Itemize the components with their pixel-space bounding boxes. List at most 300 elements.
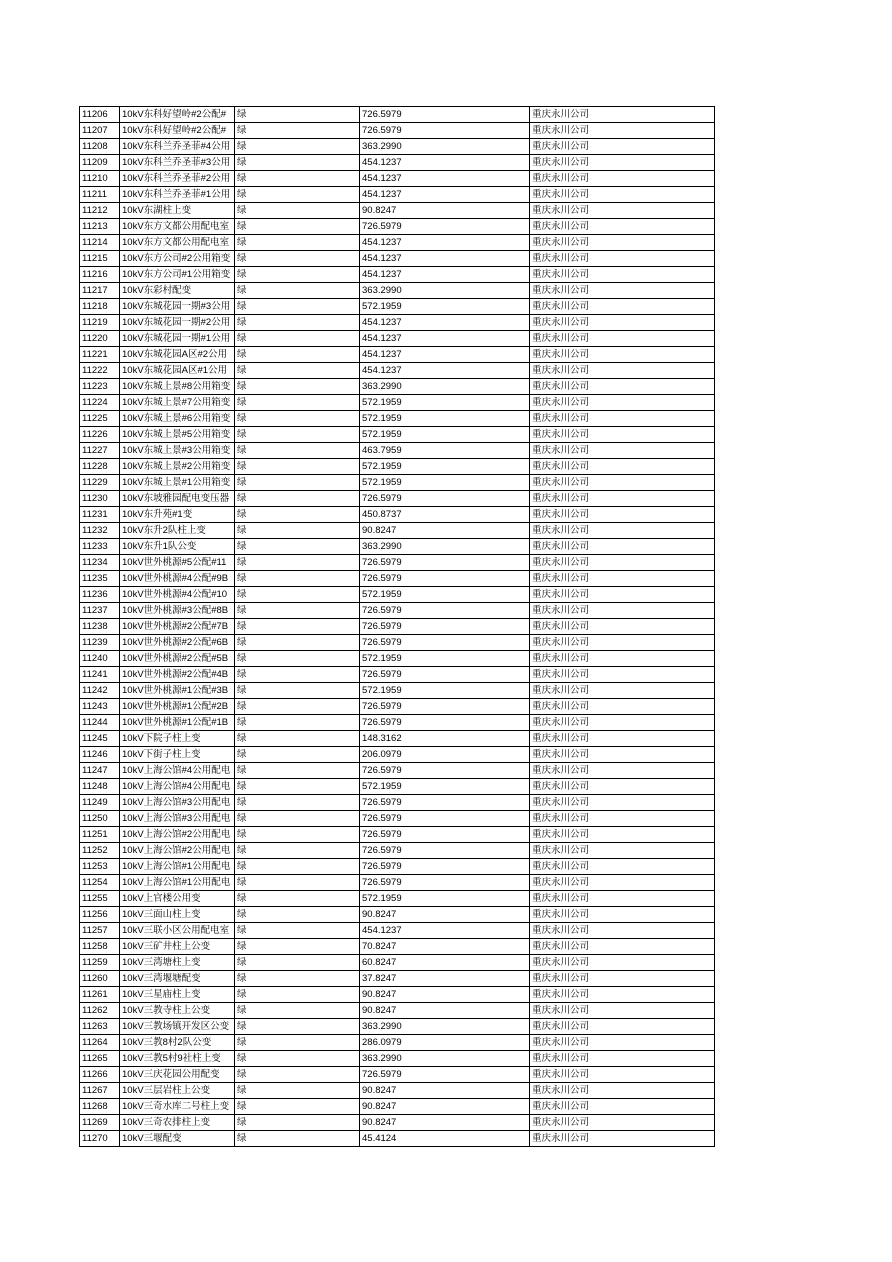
- table-cell-value: 450.8737: [360, 507, 530, 523]
- table-cell-value: 454.1237: [360, 923, 530, 939]
- table-cell-level: 绿: [235, 219, 360, 235]
- table-cell-org: 重庆永川公司: [530, 891, 715, 907]
- table-row: [80, 491, 715, 507]
- table-cell-id: 11212: [80, 203, 120, 219]
- table-cell-id: 11266: [80, 1067, 120, 1083]
- table-cell-id: 11219: [80, 315, 120, 331]
- table-cell-org: 重庆永川公司: [530, 459, 715, 475]
- table-cell-id: 11268: [80, 1099, 120, 1115]
- table-cell-level: 绿: [235, 379, 360, 395]
- table-row: [80, 507, 715, 523]
- table-cell-org: 重庆永川公司: [530, 107, 715, 123]
- table-cell-org: 重庆永川公司: [530, 1067, 715, 1083]
- table-cell-value: 363.2990: [360, 1051, 530, 1067]
- table-cell-id: 11242: [80, 683, 120, 699]
- table-cell-value: 572.1959: [360, 587, 530, 603]
- table-row: [80, 1131, 715, 1147]
- table-cell-value: 206.0979: [360, 747, 530, 763]
- table-cell-org: 重庆永川公司: [530, 363, 715, 379]
- table-cell-id: 11220: [80, 331, 120, 347]
- table-cell-org: 重庆永川公司: [530, 779, 715, 795]
- table-cell-id: 11239: [80, 635, 120, 651]
- table-cell-name: 10kV三湾塘柱上变: [120, 955, 235, 971]
- table-cell-org: 重庆永川公司: [530, 667, 715, 683]
- table-row: [80, 603, 715, 619]
- table-row: [80, 811, 715, 827]
- table-cell-id: 11225: [80, 411, 120, 427]
- table-cell-value: 572.1959: [360, 651, 530, 667]
- table-cell-id: 11264: [80, 1035, 120, 1051]
- table-cell-id: 11209: [80, 155, 120, 171]
- table-cell-org: 重庆永川公司: [530, 795, 715, 811]
- table-cell-id: 11230: [80, 491, 120, 507]
- table-cell-level: 绿: [235, 747, 360, 763]
- table-cell-org: 重庆永川公司: [530, 955, 715, 971]
- table-cell-name: 10kV东城上景#3公用箱变: [120, 443, 235, 459]
- table-cell-name: 10kV东城上景#8公用箱变: [120, 379, 235, 395]
- table-cell-level: 绿: [235, 539, 360, 555]
- table-cell-org: 重庆永川公司: [530, 267, 715, 283]
- table-row: [80, 379, 715, 395]
- table-cell-value: 572.1959: [360, 891, 530, 907]
- table-cell-org: 重庆永川公司: [530, 859, 715, 875]
- table-cell-id: 11253: [80, 859, 120, 875]
- table-cell-org: 重庆永川公司: [530, 491, 715, 507]
- table-cell-value: 454.1237: [360, 347, 530, 363]
- table-cell-level: 绿: [235, 171, 360, 187]
- table-row: [80, 1099, 715, 1115]
- table-row: [80, 731, 715, 747]
- table-cell-level: 绿: [235, 139, 360, 155]
- table-row: [80, 923, 715, 939]
- table-cell-value: 726.5979: [360, 859, 530, 875]
- table-cell-id: 11262: [80, 1003, 120, 1019]
- table-cell-level: 绿: [235, 1131, 360, 1147]
- table-cell-org: 重庆永川公司: [530, 379, 715, 395]
- table-cell-name: 10kV上海公馆#2公用配电: [120, 843, 235, 859]
- table-cell-level: 绿: [235, 443, 360, 459]
- table-cell-value: 45.4124: [360, 1131, 530, 1147]
- table-cell-level: 绿: [235, 875, 360, 891]
- table-row: [80, 219, 715, 235]
- table-cell-name: 10kV上海公馆#4公用配电: [120, 763, 235, 779]
- table-cell-value: 363.2990: [360, 379, 530, 395]
- table-cell-id: 11237: [80, 603, 120, 619]
- table-cell-level: 绿: [235, 939, 360, 955]
- table-cell-value: 726.5979: [360, 123, 530, 139]
- table-row: [80, 939, 715, 955]
- table-cell-id: 11211: [80, 187, 120, 203]
- table-cell-name: 10kV世外桃源#4公配#9B: [120, 571, 235, 587]
- table-cell-id: 11263: [80, 1019, 120, 1035]
- table-cell-level: 绿: [235, 859, 360, 875]
- table-cell-id: 11221: [80, 347, 120, 363]
- table-row: [80, 539, 715, 555]
- table-cell-value: 726.5979: [360, 1067, 530, 1083]
- table-cell-value: 454.1237: [360, 187, 530, 203]
- table-row: [80, 571, 715, 587]
- table-cell-name: 10kV东科兰乔圣菲#1公用: [120, 187, 235, 203]
- table-row: [80, 523, 715, 539]
- table-cell-org: 重庆永川公司: [530, 347, 715, 363]
- table-cell-level: 绿: [235, 907, 360, 923]
- table-cell-level: 绿: [235, 779, 360, 795]
- table-cell-level: 绿: [235, 315, 360, 331]
- table-cell-id: 11240: [80, 651, 120, 667]
- table-cell-org: 重庆永川公司: [530, 139, 715, 155]
- table-cell-id: 11269: [80, 1115, 120, 1131]
- table-cell-id: 11249: [80, 795, 120, 811]
- table-row: [80, 235, 715, 251]
- table-cell-id: 11234: [80, 555, 120, 571]
- table-cell-value: 726.5979: [360, 491, 530, 507]
- table-cell-value: 726.5979: [360, 603, 530, 619]
- table-cell-value: 463.7959: [360, 443, 530, 459]
- table-cell-value: 454.1237: [360, 251, 530, 267]
- table-cell-id: 11231: [80, 507, 120, 523]
- table-cell-org: 重庆永川公司: [530, 571, 715, 587]
- table-cell-org: 重庆永川公司: [530, 395, 715, 411]
- table-cell-level: 绿: [235, 411, 360, 427]
- table-cell-name: 10kV世外桃源#2公配#5B: [120, 651, 235, 667]
- table-row: [80, 187, 715, 203]
- table-cell-org: 重庆永川公司: [530, 1035, 715, 1051]
- table-cell-id: 11236: [80, 587, 120, 603]
- table-cell-org: 重庆永川公司: [530, 683, 715, 699]
- table-cell-name: 10kV世外桃源#5公配#11: [120, 555, 235, 571]
- table-cell-org: 重庆永川公司: [530, 843, 715, 859]
- table-cell-id: 11217: [80, 283, 120, 299]
- table-row: [80, 251, 715, 267]
- table-cell-name: 10kV东科兰乔圣菲#3公用: [120, 155, 235, 171]
- table-cell-org: 重庆永川公司: [530, 523, 715, 539]
- table-cell-id: 11222: [80, 363, 120, 379]
- table-row: [80, 299, 715, 315]
- table-cell-org: 重庆永川公司: [530, 619, 715, 635]
- table-cell-id: 11223: [80, 379, 120, 395]
- table-cell-org: 重庆永川公司: [530, 763, 715, 779]
- table-cell-value: 363.2990: [360, 283, 530, 299]
- table-cell-id: 11238: [80, 619, 120, 635]
- table-cell-org: 重庆永川公司: [530, 507, 715, 523]
- table-cell-level: 绿: [235, 955, 360, 971]
- table-cell-value: 90.8247: [360, 203, 530, 219]
- table-cell-id: 11227: [80, 443, 120, 459]
- table-cell-level: 绿: [235, 795, 360, 811]
- table-cell-level: 绿: [235, 155, 360, 171]
- table-cell-id: 11224: [80, 395, 120, 411]
- table-cell-level: 绿: [235, 107, 360, 123]
- table-cell-level: 绿: [235, 971, 360, 987]
- table-cell-value: 726.5979: [360, 699, 530, 715]
- table-cell-org: 重庆永川公司: [530, 875, 715, 891]
- table-cell-name: 10kV上海公馆#3公用配电: [120, 795, 235, 811]
- table-cell-org: 重庆永川公司: [530, 155, 715, 171]
- table-cell-org: 重庆永川公司: [530, 811, 715, 827]
- table-cell-name: 10kV上海公馆#1公用配电: [120, 859, 235, 875]
- table-cell-name: 10kV东城花园A区#2公用: [120, 347, 235, 363]
- table-cell-org: 重庆永川公司: [530, 315, 715, 331]
- table-cell-level: 绿: [235, 203, 360, 219]
- table-cell-name: 10kV三奇水库二号柱上变: [120, 1099, 235, 1115]
- table-cell-id: 11241: [80, 667, 120, 683]
- table-cell-org: 重庆永川公司: [530, 1131, 715, 1147]
- table-cell-level: 绿: [235, 1019, 360, 1035]
- table-cell-value: 726.5979: [360, 811, 530, 827]
- table-cell-name: 10kV世外桃源#1公配#2B: [120, 699, 235, 715]
- table-cell-value: 454.1237: [360, 315, 530, 331]
- table-cell-name: 10kV东科好望岭#2公配#: [120, 123, 235, 139]
- table-cell-org: 重庆永川公司: [530, 827, 715, 843]
- table-cell-value: 70.8247: [360, 939, 530, 955]
- table-cell-id: 11252: [80, 843, 120, 859]
- table-row: [80, 315, 715, 331]
- table-cell-org: 重庆永川公司: [530, 283, 715, 299]
- table-row: [80, 1115, 715, 1131]
- table-cell-id: 11210: [80, 171, 120, 187]
- table-cell-level: 绿: [235, 587, 360, 603]
- table-cell-level: 绿: [235, 891, 360, 907]
- table-cell-name: 10kV东城上景#6公用箱变: [120, 411, 235, 427]
- table-cell-level: 绿: [235, 555, 360, 571]
- table-cell-value: 454.1237: [360, 235, 530, 251]
- table-cell-name: 10kV三联小区公用配电室: [120, 923, 235, 939]
- table-cell-name: 10kV东升苑#1变: [120, 507, 235, 523]
- table-cell-id: 11207: [80, 123, 120, 139]
- table-cell-org: 重庆永川公司: [530, 1019, 715, 1035]
- table-cell-level: 绿: [235, 347, 360, 363]
- table-cell-org: 重庆永川公司: [530, 971, 715, 987]
- table-cell-org: 重庆永川公司: [530, 411, 715, 427]
- table-row: [80, 619, 715, 635]
- table-row: [80, 955, 715, 971]
- table-cell-name: 10kV东升2队柱上变: [120, 523, 235, 539]
- table-row: [80, 1035, 715, 1051]
- table-cell-name: 10kV下街子柱上变: [120, 747, 235, 763]
- table-cell-name: 10kV三层岩柱上公变: [120, 1083, 235, 1099]
- table-cell-name: 10kV三庆花园公用配变: [120, 1067, 235, 1083]
- table-cell-level: 绿: [235, 1051, 360, 1067]
- table-cell-id: 11208: [80, 139, 120, 155]
- table-row: [80, 443, 715, 459]
- table-cell-value: 363.2990: [360, 139, 530, 155]
- table-cell-name: 10kV东城上景#2公用箱变: [120, 459, 235, 475]
- table-cell-name: 10kV三教5村9社柱上变: [120, 1051, 235, 1067]
- table-row: [80, 699, 715, 715]
- table-cell-org: 重庆永川公司: [530, 203, 715, 219]
- table-cell-name: 10kV东城上景#5公用箱变: [120, 427, 235, 443]
- table-cell-name: 10kV东城花园一期#1公用: [120, 331, 235, 347]
- table-cell-level: 绿: [235, 763, 360, 779]
- table-cell-org: 重庆永川公司: [530, 555, 715, 571]
- table-cell-name: 10kV东方文都公用配电室: [120, 235, 235, 251]
- table-row: [80, 763, 715, 779]
- table-cell-value: 726.5979: [360, 571, 530, 587]
- table-cell-org: 重庆永川公司: [530, 987, 715, 1003]
- table-cell-value: 726.5979: [360, 667, 530, 683]
- table-cell-id: 11250: [80, 811, 120, 827]
- table-cell-name: 10kV上海公馆#3公用配电: [120, 811, 235, 827]
- table-cell-id: 11248: [80, 779, 120, 795]
- table-row: [80, 1003, 715, 1019]
- table-cell-level: 绿: [235, 731, 360, 747]
- table-cell-name: 10kV三教8村2队公变: [120, 1035, 235, 1051]
- table-cell-org: 重庆永川公司: [530, 171, 715, 187]
- table-cell-org: 重庆永川公司: [530, 907, 715, 923]
- table-cell-org: 重庆永川公司: [530, 443, 715, 459]
- table-cell-org: 重庆永川公司: [530, 731, 715, 747]
- table-cell-id: 11258: [80, 939, 120, 955]
- table-cell-level: 绿: [235, 843, 360, 859]
- table-cell-name: 10kV东坡雅园配电变压器: [120, 491, 235, 507]
- table-cell-level: 绿: [235, 523, 360, 539]
- table-cell-name: 10kV东方公司#1公用箱变: [120, 267, 235, 283]
- table-cell-name: 10kV三堰配变: [120, 1131, 235, 1147]
- table-cell-name: 10kV世外桃源#1公配#3B: [120, 683, 235, 699]
- table-row: [80, 827, 715, 843]
- table-cell-level: 绿: [235, 827, 360, 843]
- table-cell-org: 重庆永川公司: [530, 923, 715, 939]
- table-cell-org: 重庆永川公司: [530, 715, 715, 731]
- table-cell-id: 11255: [80, 891, 120, 907]
- table-cell-name: 10kV世外桃源#3公配#8B: [120, 603, 235, 619]
- table-cell-value: 90.8247: [360, 1099, 530, 1115]
- table-cell-level: 绿: [235, 1115, 360, 1131]
- table-cell-level: 绿: [235, 715, 360, 731]
- table-cell-value: 90.8247: [360, 1083, 530, 1099]
- table-cell-org: 重庆永川公司: [530, 747, 715, 763]
- table-cell-value: 37.8247: [360, 971, 530, 987]
- table-cell-id: 11243: [80, 699, 120, 715]
- table-cell-name: 10kV下院子柱上变: [120, 731, 235, 747]
- table-cell-level: 绿: [235, 635, 360, 651]
- table-cell-name: 10kV世外桃源#1公配#1B: [120, 715, 235, 731]
- table-cell-value: 90.8247: [360, 1115, 530, 1131]
- data-table-container: [79, 106, 714, 1147]
- table-row: [80, 107, 715, 123]
- table-row: [80, 395, 715, 411]
- data-table: [79, 106, 715, 1147]
- table-row: [80, 203, 715, 219]
- table-row: [80, 635, 715, 651]
- table-cell-org: 重庆永川公司: [530, 635, 715, 651]
- table-cell-org: 重庆永川公司: [530, 299, 715, 315]
- table-row: [80, 891, 715, 907]
- table-cell-level: 绿: [235, 427, 360, 443]
- table-cell-id: 11228: [80, 459, 120, 475]
- table-cell-id: 11216: [80, 267, 120, 283]
- table-cell-org: 重庆永川公司: [530, 699, 715, 715]
- table-cell-name: 10kV世外桃源#2公配#7B: [120, 619, 235, 635]
- table-cell-level: 绿: [235, 1067, 360, 1083]
- table-cell-name: 10kV东方公司#2公用箱变: [120, 251, 235, 267]
- table-cell-name: 10kV东湖柱上变: [120, 203, 235, 219]
- table-row: [80, 795, 715, 811]
- table-cell-id: 11257: [80, 923, 120, 939]
- table-cell-name: 10kV世外桃源#2公配#4B: [120, 667, 235, 683]
- table-cell-org: 重庆永川公司: [530, 1003, 715, 1019]
- table-row: [80, 331, 715, 347]
- table-row: [80, 267, 715, 283]
- table-cell-id: 11218: [80, 299, 120, 315]
- table-cell-level: 绿: [235, 1099, 360, 1115]
- table-row: [80, 123, 715, 139]
- table-cell-org: 重庆永川公司: [530, 539, 715, 555]
- table-cell-org: 重庆永川公司: [530, 187, 715, 203]
- table-row: [80, 779, 715, 795]
- table-cell-value: 454.1237: [360, 155, 530, 171]
- table-row: [80, 875, 715, 891]
- table-cell-name: 10kV上官楼公用变: [120, 891, 235, 907]
- table-row: [80, 363, 715, 379]
- table-cell-id: 11254: [80, 875, 120, 891]
- table-cell-level: 绿: [235, 667, 360, 683]
- table-cell-value: 572.1959: [360, 299, 530, 315]
- table-row: [80, 283, 715, 299]
- table-cell-name: 10kV三矿井柱上公变: [120, 939, 235, 955]
- table-cell-id: 11260: [80, 971, 120, 987]
- table-cell-name: 10kV上海公馆#2公用配电: [120, 827, 235, 843]
- table-cell-value: 572.1959: [360, 779, 530, 795]
- table-cell-name: 10kV三教寺柱上公变: [120, 1003, 235, 1019]
- table-cell-level: 绿: [235, 987, 360, 1003]
- table-row: [80, 987, 715, 1003]
- table-cell-org: 重庆永川公司: [530, 1051, 715, 1067]
- table-cell-level: 绿: [235, 683, 360, 699]
- table-row: [80, 1051, 715, 1067]
- table-cell-id: 11247: [80, 763, 120, 779]
- table-cell-value: 726.5979: [360, 763, 530, 779]
- table-cell-name: 10kV东彩村配变: [120, 283, 235, 299]
- table-cell-name: 10kV东城花园一期#2公用: [120, 315, 235, 331]
- table-row: [80, 683, 715, 699]
- table-row: [80, 747, 715, 763]
- table-row: [80, 651, 715, 667]
- table-cell-level: 绿: [235, 1003, 360, 1019]
- table-cell-name: 10kV三教场镇开发区公变: [120, 1019, 235, 1035]
- table-cell-value: 90.8247: [360, 1003, 530, 1019]
- table-cell-level: 绿: [235, 267, 360, 283]
- table-cell-id: 11259: [80, 955, 120, 971]
- table-cell-value: 454.1237: [360, 267, 530, 283]
- table-row: [80, 475, 715, 491]
- table-cell-id: 11206: [80, 107, 120, 123]
- table-cell-name: 10kV上海公馆#1公用配电: [120, 875, 235, 891]
- table-cell-level: 绿: [235, 571, 360, 587]
- table-cell-name: 10kV三湾堰塘配变: [120, 971, 235, 987]
- table-cell-value: 454.1237: [360, 331, 530, 347]
- table-cell-name: 10kV三面山柱上变: [120, 907, 235, 923]
- table-cell-level: 绿: [235, 1035, 360, 1051]
- table-cell-org: 重庆永川公司: [530, 1099, 715, 1115]
- table-cell-level: 绿: [235, 299, 360, 315]
- table-cell-level: 绿: [235, 811, 360, 827]
- table-cell-id: 11215: [80, 251, 120, 267]
- table-cell-name: 10kV东科好望岭#2公配#: [120, 107, 235, 123]
- table-cell-id: 11233: [80, 539, 120, 555]
- table-cell-org: 重庆永川公司: [530, 1083, 715, 1099]
- table-cell-value: 572.1959: [360, 411, 530, 427]
- table-row: [80, 155, 715, 171]
- table-cell-org: 重庆永川公司: [530, 251, 715, 267]
- table-cell-value: 726.5979: [360, 875, 530, 891]
- table-cell-id: 11265: [80, 1051, 120, 1067]
- table-cell-level: 绿: [235, 475, 360, 491]
- table-cell-value: 726.5979: [360, 219, 530, 235]
- table-cell-level: 绿: [235, 283, 360, 299]
- table-cell-level: 绿: [235, 123, 360, 139]
- table-cell-value: 454.1237: [360, 363, 530, 379]
